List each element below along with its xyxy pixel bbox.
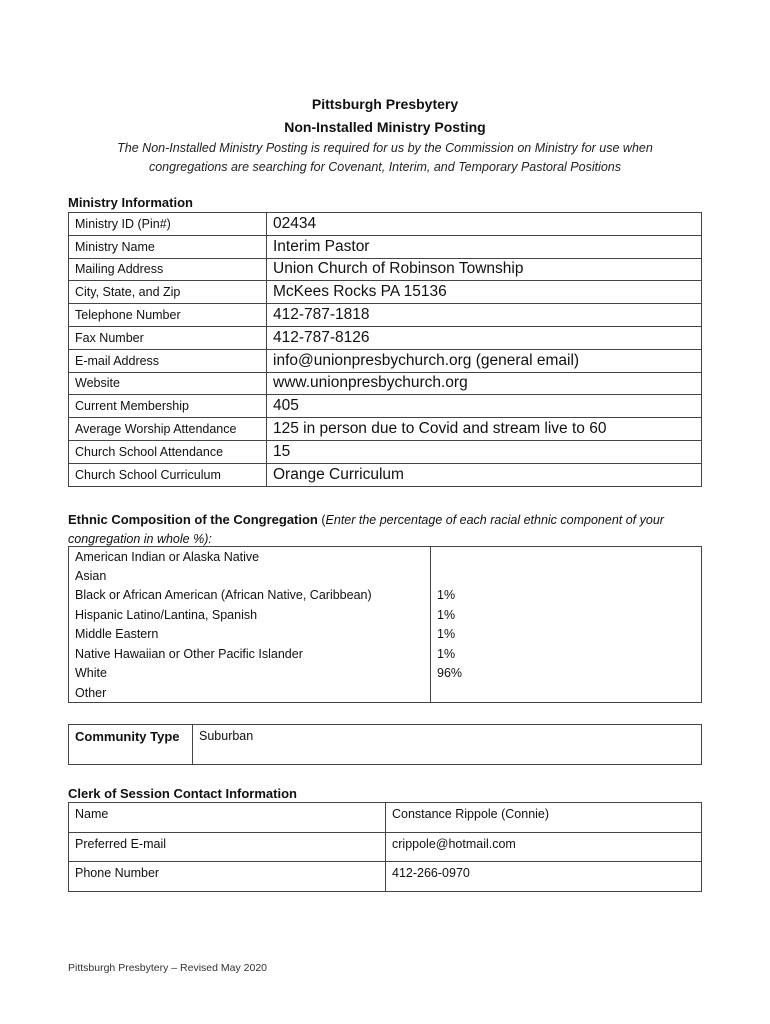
ethnic-instruction-line-1: Enter the percentage of each racial ethnic component of your: [325, 513, 664, 527]
field-label: Phone Number: [69, 862, 386, 892]
field-value: 412-787-8126: [267, 326, 702, 349]
field-value: 412-787-1818: [267, 304, 702, 327]
table-row: [69, 664, 702, 684]
field-value: Orange Curriculum: [267, 463, 702, 486]
field-value: 02434: [267, 213, 702, 236]
ethnic-label: Middle Eastern: [69, 625, 431, 645]
table-row: [69, 304, 702, 327]
table-row: [69, 281, 702, 304]
community-type-value: Suburban: [193, 725, 702, 765]
ethnic-percent: 1%: [431, 586, 702, 606]
table-row: [69, 547, 702, 567]
ministry-info-table: [68, 212, 702, 487]
community-type-table: [68, 724, 702, 765]
field-value: 405: [267, 395, 702, 418]
field-value: crippole@hotmail.com: [386, 832, 702, 862]
table-row: [69, 683, 702, 703]
table-row: [69, 725, 702, 765]
field-label: E-mail Address: [69, 349, 267, 372]
field-label: Telephone Number: [69, 304, 267, 327]
table-row: [69, 418, 702, 441]
table-row: [69, 440, 702, 463]
field-value: Interim Pastor: [267, 235, 702, 258]
field-value: McKees Rocks PA 15136: [267, 281, 702, 304]
table-row: [69, 832, 702, 862]
table-row: [69, 258, 702, 281]
ethnic-label: Asian: [69, 566, 431, 586]
ethnic-label: Hispanic Latino/Lantina, Spanish: [69, 605, 431, 625]
table-row: [69, 605, 702, 625]
ethnic-label: Native Hawaiian or Other Pacific Islander: [69, 644, 431, 664]
ethnic-composition-heading: [68, 510, 708, 549]
description-line-2: congregations are searching for Covenant, Interim, and Temporary Pastoral Positions: [148, 160, 621, 174]
description-line-1: The Non-Installed Ministry Posting is required for us by the Commission on Ministry for use when: [117, 141, 653, 155]
table-row: [69, 326, 702, 349]
field-label: Church School Attendance: [69, 440, 267, 463]
table-row: [69, 395, 702, 418]
ethnic-label: White: [69, 664, 431, 684]
ethnic-percent: 96%: [431, 664, 702, 684]
table-row: [69, 463, 702, 486]
field-label: Average Worship Attendance: [69, 418, 267, 441]
community-type-label: Community Type: [69, 725, 193, 765]
field-value: 412-266-0970: [386, 862, 702, 892]
ethnic-percent: [431, 566, 702, 586]
table-row: [69, 625, 702, 645]
table-row: [69, 372, 702, 395]
page-footer: Pittsburgh Presbytery – Revised May 2020: [68, 962, 268, 974]
ethnic-heading-title: Ethnic Composition of the Congregation: [68, 512, 318, 527]
field-label: Name: [69, 803, 386, 833]
field-value: 125 in person due to Covid and stream live to 60: [267, 418, 702, 441]
clerk-contact-table: [68, 802, 702, 892]
ethnic-percent: 1%: [431, 625, 702, 645]
field-label: Current Membership: [69, 395, 267, 418]
ethnic-composition-table: [68, 546, 702, 703]
table-row: [69, 862, 702, 892]
field-label: Website: [69, 372, 267, 395]
field-label: Ministry Name: [69, 235, 267, 258]
field-label: Ministry ID (Pin#): [69, 213, 267, 236]
table-row: [69, 644, 702, 664]
document-subtitle-heading: Non-Installed Ministry Posting: [284, 119, 486, 135]
field-value: 15: [267, 440, 702, 463]
ethnic-instruction-line-2: congregation in whole %):: [68, 532, 212, 546]
field-label: Preferred E-mail: [69, 832, 386, 862]
field-value: www.unionpresbychurch.org: [267, 372, 702, 395]
table-row: [69, 213, 702, 236]
field-label: Fax Number: [69, 326, 267, 349]
ethnic-percent: [431, 683, 702, 703]
ethnic-instruction-paren: (: [321, 513, 326, 527]
table-row: [69, 235, 702, 258]
field-label: City, State, and Zip: [69, 281, 267, 304]
document-description: [60, 139, 710, 177]
table-row: [69, 803, 702, 833]
ethnic-label: American Indian or Alaska Native: [69, 547, 431, 567]
ministry-info-heading: Ministry Information: [68, 195, 193, 210]
table-row: [69, 566, 702, 586]
table-row: [69, 586, 702, 606]
table-row: [69, 349, 702, 372]
field-value: Union Church of Robinson Township: [267, 258, 702, 281]
field-value: info@unionpresbychurch.org (general email): [267, 349, 702, 372]
document-title: Pittsburgh Presbytery: [311, 96, 459, 112]
ethnic-percent: [431, 547, 702, 567]
ethnic-label: Black or African American (African Native, Caribbean): [69, 586, 431, 606]
clerk-contact-heading: Clerk of Session Contact Information: [68, 786, 297, 801]
ethnic-percent: 1%: [431, 605, 702, 625]
ethnic-percent: 1%: [431, 644, 702, 664]
field-label: Mailing Address: [69, 258, 267, 281]
ethnic-label: Other: [69, 683, 431, 703]
field-label: Church School Curriculum: [69, 463, 267, 486]
field-value: Constance Rippole (Connie): [386, 803, 702, 833]
